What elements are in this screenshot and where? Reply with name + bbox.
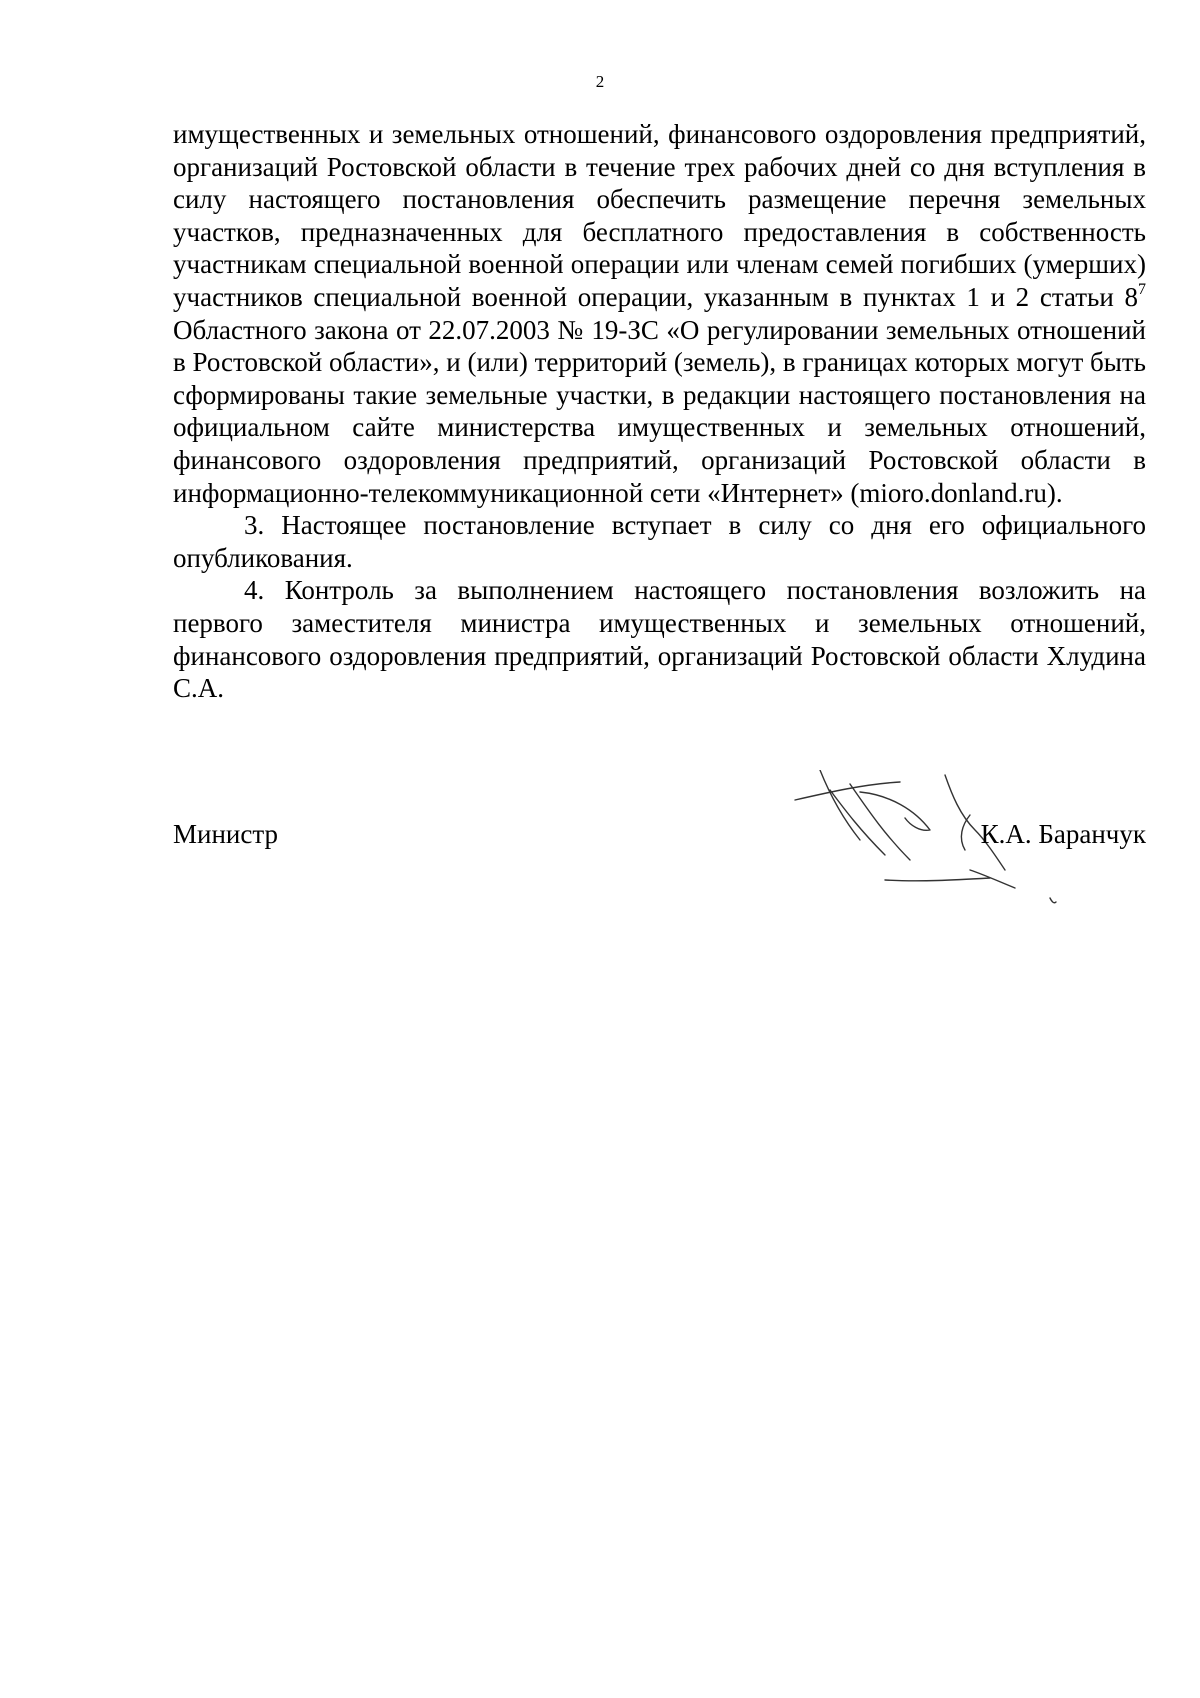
paragraph-continuation-text-after: Областного закона от 22.07.2003 № 19-ЗС «О регулировании земельных отношений в Ростовской области», и (или) территорий (земель), в границах которых могут быть сформированы такие земельные участки, в редакции настоящего постановления на официальном сайте министерства имущественных и земельных отношений, финансового оздоровления предприятий, организаций Ростовской области в информационно-телекоммуникационной сети «Интернет» (mioro.donland.ru). (173, 314, 1146, 508)
signatory-name: К.А. Баранчук (980, 819, 1146, 849)
document-body (173, 118, 1146, 705)
paragraph-3: 3. Настоящее постановление вступает в силу со дня его официального опубликования. (173, 510, 1146, 573)
article-superscript: 7 (1138, 280, 1146, 298)
paragraph-continuation-text: имущественных и земельных отношений, финансового оздоровления предприятий, организаций Ростовской области в течение трех рабочих дней со дня вступления в силу настоящего постановления обеспечить размещение перечня земельных участков, предназначенных для бесплатного предоставления в собственность участникам специальной военной операции или членам семей погибших (умерших) участников специальной военной операции, указанным в пунктах 1 и 2 статьи 8 (173, 119, 1146, 312)
paragraph-4: 4. Контроль за выполнением настоящего постановления возложить на первого заместителя министра имущественных и земельных отношений, финансового оздоровления предприятий, организаций Ростовской области Хлудина С.А. (173, 575, 1146, 704)
paragraph-continuation (173, 118, 1146, 509)
page-number: 2 (595, 72, 605, 91)
signatory-title: Министр (173, 819, 278, 849)
signature-block (173, 818, 1146, 858)
